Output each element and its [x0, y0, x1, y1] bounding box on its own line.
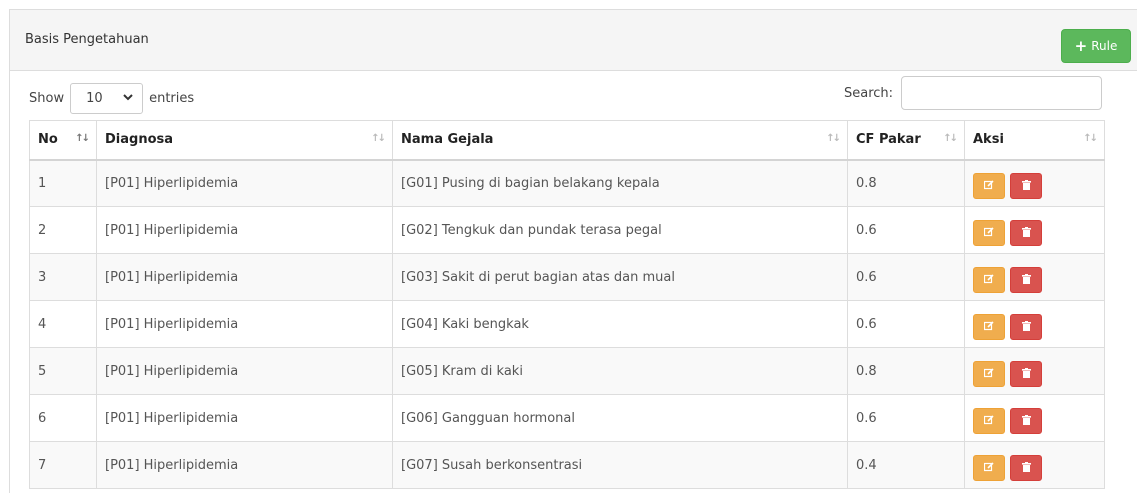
cell-cf-pakar: 0.6: [848, 395, 965, 442]
delete-button[interactable]: [1010, 220, 1042, 246]
cell-nama-gejala: [G07] Susah berkonsentrasi: [393, 442, 848, 489]
table-row: [30, 442, 1105, 489]
search-label: Search:: [844, 85, 894, 101]
trash-icon: [1022, 273, 1031, 288]
delete-button[interactable]: [1010, 267, 1042, 293]
cell-actions: [965, 348, 1105, 395]
delete-button[interactable]: [1010, 314, 1042, 340]
edit-button[interactable]: [973, 267, 1005, 293]
show-label: Show: [29, 91, 65, 106]
panel-title: Basis Pengetahuan: [25, 32, 149, 47]
search-control: [844, 76, 1102, 110]
cell-no: 5: [30, 348, 97, 395]
header-nama-gejala[interactable]: Nama Gejala ↑↓: [393, 121, 848, 160]
cell-actions: [965, 254, 1105, 301]
cell-diagnosa: [P01] Hiperlipidemia: [97, 301, 393, 348]
entries-label: entries: [149, 91, 195, 106]
table-row: [30, 254, 1105, 301]
search-input[interactable]: [901, 76, 1102, 110]
cell-cf-pakar: 0.6: [848, 301, 965, 348]
cell-diagnosa: [P01] Hiperlipidemia: [97, 254, 393, 301]
cell-actions: [965, 301, 1105, 348]
cell-diagnosa: [P01] Hiperlipidemia: [97, 348, 393, 395]
rules-table: [29, 120, 1105, 489]
edit-icon: [984, 179, 994, 194]
edit-icon: [984, 226, 994, 241]
plus-icon: +: [1074, 36, 1088, 55]
cell-actions: [965, 207, 1105, 254]
edit-button[interactable]: [973, 314, 1005, 340]
edit-button[interactable]: [973, 220, 1005, 246]
delete-button[interactable]: [1010, 408, 1042, 434]
edit-button[interactable]: [973, 361, 1005, 387]
table-row: [30, 301, 1105, 348]
cell-cf-pakar: 0.6: [848, 207, 965, 254]
cell-nama-gejala: [G03] Sakit di perut bagian atas dan mual: [393, 254, 848, 301]
cell-diagnosa: [P01] Hiperlipidemia: [97, 207, 393, 254]
edit-button[interactable]: [973, 173, 1005, 199]
table-row: [30, 207, 1105, 254]
edit-icon: [984, 273, 994, 288]
cell-diagnosa: [P01] Hiperlipidemia: [97, 442, 393, 489]
header-cf-pakar[interactable]: CF Pakar ↑↓: [848, 121, 965, 160]
trash-icon: [1022, 179, 1031, 194]
cell-nama-gejala: [G02] Tengkuk dan pundak terasa pegal: [393, 207, 848, 254]
cell-no: 2: [30, 207, 97, 254]
header-no[interactable]: No ↑↓: [30, 121, 97, 160]
entries-control: [29, 83, 194, 114]
edit-icon: [984, 461, 994, 476]
cell-no: 3: [30, 254, 97, 301]
edit-button[interactable]: [973, 408, 1005, 434]
cell-diagnosa: [P01] Hiperlipidemia: [97, 395, 393, 442]
edit-icon: [984, 414, 994, 429]
header-diagnosa[interactable]: Diagnosa ↑↓: [97, 121, 393, 160]
cell-nama-gejala: [G05] Kram di kaki: [393, 348, 848, 395]
trash-icon: [1022, 414, 1031, 429]
cell-diagnosa: [P01] Hiperlipidemia: [97, 160, 393, 207]
cell-no: 7: [30, 442, 97, 489]
cell-actions: [965, 442, 1105, 489]
cell-cf-pakar: 0.4: [848, 442, 965, 489]
entries-select[interactable]: [70, 83, 143, 114]
cell-no: 6: [30, 395, 97, 442]
delete-button[interactable]: [1010, 455, 1042, 481]
cell-cf-pakar: 0.6: [848, 254, 965, 301]
edit-icon: [984, 320, 994, 335]
cell-nama-gejala: [G01] Pusing di bagian belakang kepala: [393, 160, 848, 207]
add-rule-button[interactable]: [1061, 29, 1131, 63]
cell-actions: [965, 160, 1105, 207]
cell-no: 1: [30, 160, 97, 207]
cell-cf-pakar: 0.8: [848, 348, 965, 395]
delete-button[interactable]: [1010, 173, 1042, 199]
cell-nama-gejala: [G04] Kaki bengkak: [393, 301, 848, 348]
sort-icon: ↑↓: [943, 133, 956, 144]
entries-value: 10: [86, 91, 103, 106]
delete-button[interactable]: [1010, 361, 1042, 387]
cell-actions: [965, 395, 1105, 442]
edit-icon: [984, 367, 994, 382]
trash-icon: [1022, 367, 1031, 382]
cell-nama-gejala: [G06] Gangguan hormonal: [393, 395, 848, 442]
trash-icon: [1022, 226, 1031, 241]
header-aksi[interactable]: Aksi ↑↓: [965, 121, 1105, 160]
add-rule-label: Rule: [1091, 39, 1118, 53]
cell-cf-pakar: 0.8: [848, 160, 965, 207]
sort-icon: ↑↓: [371, 133, 384, 144]
cell-no: 4: [30, 301, 97, 348]
trash-icon: [1022, 461, 1031, 476]
sort-icon: ↑↓: [826, 133, 839, 144]
sort-icon: ↑↓: [1083, 133, 1096, 144]
edit-button[interactable]: [973, 455, 1005, 481]
table-row: [30, 395, 1105, 442]
table-row: [30, 160, 1105, 207]
trash-icon: [1022, 320, 1031, 335]
table-header-row: [30, 121, 1105, 160]
table-row: [30, 348, 1105, 395]
chevron-down-icon: [123, 93, 133, 104]
panel-heading: [10, 10, 1137, 71]
sort-icon: ↑↓: [75, 133, 88, 144]
